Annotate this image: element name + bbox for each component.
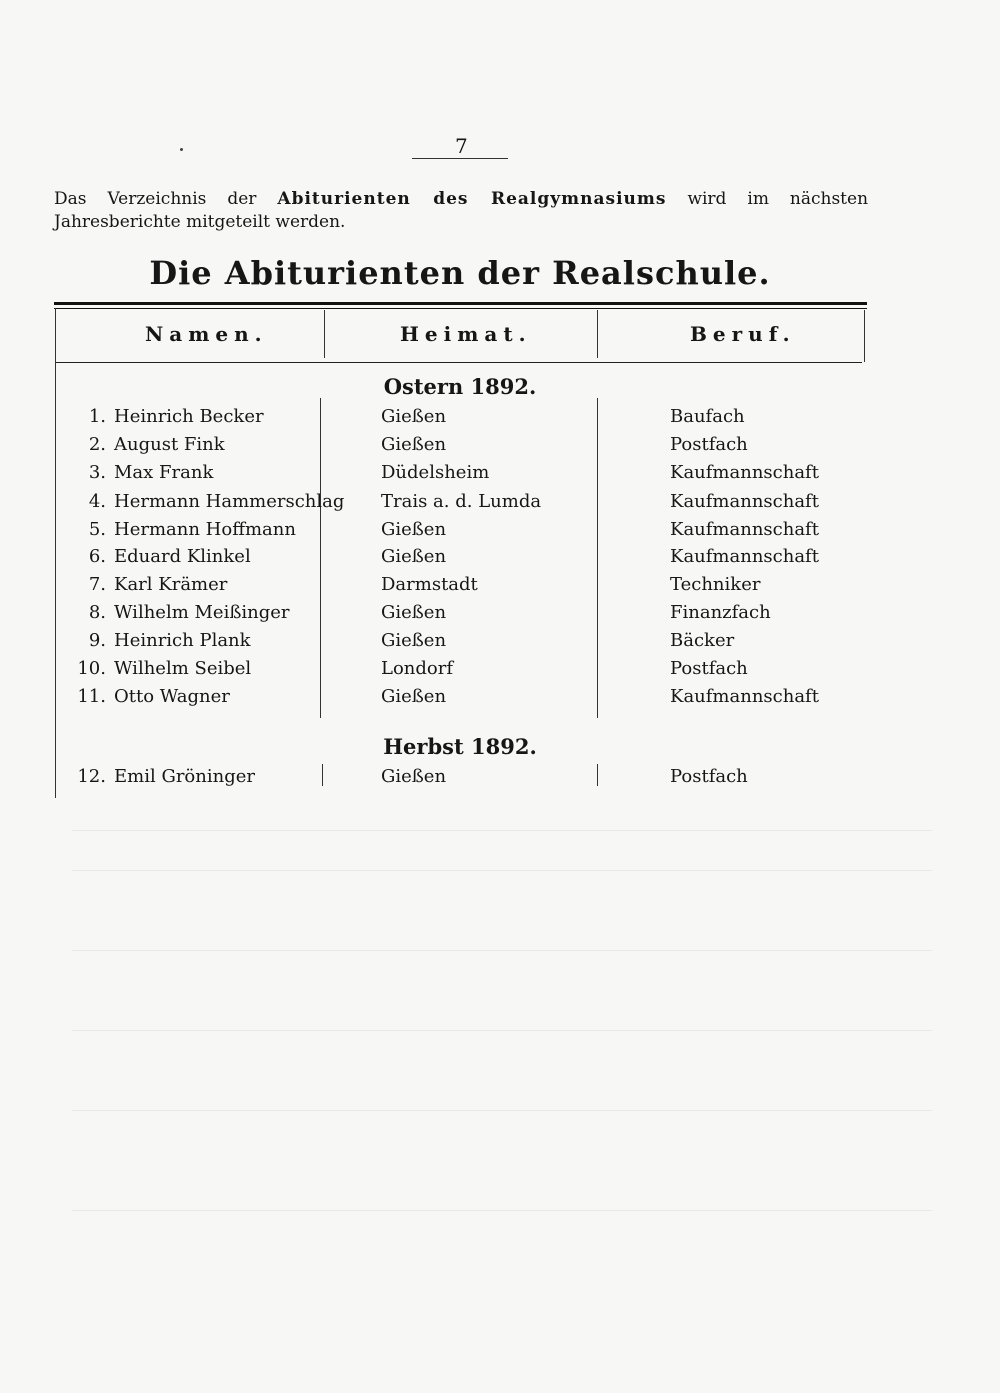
row-profession: Baufach — [670, 406, 745, 427]
row-home: Gießen — [381, 686, 447, 707]
row-name: Wilhelm Seibel — [114, 658, 252, 679]
row-profession: Bäcker — [670, 630, 735, 651]
bleed-through-line — [72, 1030, 932, 1031]
row-profession: Kaufmannschaft — [670, 462, 819, 483]
section-label-autumn: Herbst 1892. — [383, 734, 537, 759]
row-name: Otto Wagner — [114, 686, 230, 707]
row-home: Londorf — [381, 658, 454, 679]
row-profession: Postfach — [670, 434, 748, 455]
table-row — [0, 462, 1000, 490]
row-name: August Fink — [114, 434, 225, 455]
table-right-border — [864, 310, 865, 362]
table-row — [0, 766, 1000, 794]
intro-text-2: wird im nächsten Jahresberichte mitgeteilt werden. — [54, 189, 869, 232]
row-home: Gießen — [381, 546, 447, 567]
table-row — [0, 546, 1000, 574]
table-top-rule-thin — [54, 308, 867, 309]
row-profession: Finanzfach — [670, 602, 771, 623]
header-names: Namen. — [145, 322, 268, 346]
intro-emphasis: Abiturienten des Realgymnasiums — [277, 189, 667, 209]
table-row — [0, 574, 1000, 602]
row-home: Düdelsheim — [381, 462, 490, 483]
table-row — [0, 602, 1000, 630]
row-number: 5. — [88, 519, 106, 540]
table-row — [0, 491, 1000, 519]
row-name: Heinrich Plank — [114, 630, 251, 651]
row-home: Gießen — [381, 406, 447, 427]
row-number: 8. — [88, 602, 106, 623]
header-divider-2 — [597, 310, 598, 358]
page-number: 7 — [455, 134, 468, 158]
bleed-through-line — [72, 870, 932, 871]
row-profession: Kaufmannschaft — [670, 546, 819, 567]
bleed-through-line — [72, 950, 932, 951]
row-number: 9. — [88, 630, 106, 651]
table-row — [0, 406, 1000, 434]
table-row — [0, 434, 1000, 462]
row-number: 1. — [88, 406, 106, 427]
row-name: Eduard Klinkel — [114, 546, 251, 567]
header-divider-1 — [324, 310, 325, 358]
bleed-through-line — [72, 830, 932, 831]
row-name: Heinrich Becker — [114, 406, 264, 427]
row-home: Gießen — [381, 630, 447, 651]
table-row — [0, 519, 1000, 547]
ink-speck — [180, 148, 183, 151]
bleed-through-line — [72, 1110, 932, 1111]
intro-text-1: Das Verzeichnis der — [54, 189, 257, 209]
row-home: Gießen — [381, 434, 447, 455]
row-number: 2. — [88, 434, 106, 455]
table-row — [0, 658, 1000, 686]
row-profession: Kaufmannschaft — [670, 519, 819, 540]
intro-paragraph — [54, 188, 868, 234]
table-row — [0, 686, 1000, 714]
row-number: 11. — [77, 686, 106, 707]
row-home: Trais a. d. Lumda — [381, 491, 542, 512]
row-home: Gießen — [381, 602, 447, 623]
row-home: Gießen — [381, 766, 447, 787]
row-number: 4. — [88, 491, 106, 512]
bleed-through-line — [72, 1210, 932, 1211]
row-name: Wilhelm Meißinger — [114, 602, 290, 623]
row-number: 10. — [77, 658, 106, 679]
header-home: Heimat. — [400, 322, 532, 346]
row-home: Gießen — [381, 519, 447, 540]
row-number: 7. — [88, 574, 106, 595]
row-name: Hermann Hoffmann — [114, 519, 296, 540]
page-number-rule — [412, 158, 508, 159]
table-top-rule — [54, 302, 867, 305]
row-profession: Postfach — [670, 766, 748, 787]
row-profession: Techniker — [670, 574, 761, 595]
page-title: Die Abiturienten der Realschule. — [149, 254, 771, 292]
header-profession: Beruf. — [690, 322, 796, 346]
row-profession: Kaufmannschaft — [670, 491, 819, 512]
row-number: 12. — [77, 766, 106, 787]
row-name: Hermann Hammerschlag — [114, 491, 345, 512]
row-profession: Postfach — [670, 658, 748, 679]
row-profession: Kaufmannschaft — [670, 686, 819, 707]
row-name: Karl Krämer — [114, 574, 228, 595]
row-name: Max Frank — [114, 462, 214, 483]
section-label-easter: Ostern 1892. — [383, 374, 537, 399]
header-rule — [56, 362, 862, 363]
table-row — [0, 630, 1000, 658]
row-number: 3. — [88, 462, 106, 483]
row-number: 6. — [88, 546, 106, 567]
row-name: Emil Gröninger — [114, 766, 255, 787]
row-home: Darmstadt — [381, 574, 478, 595]
